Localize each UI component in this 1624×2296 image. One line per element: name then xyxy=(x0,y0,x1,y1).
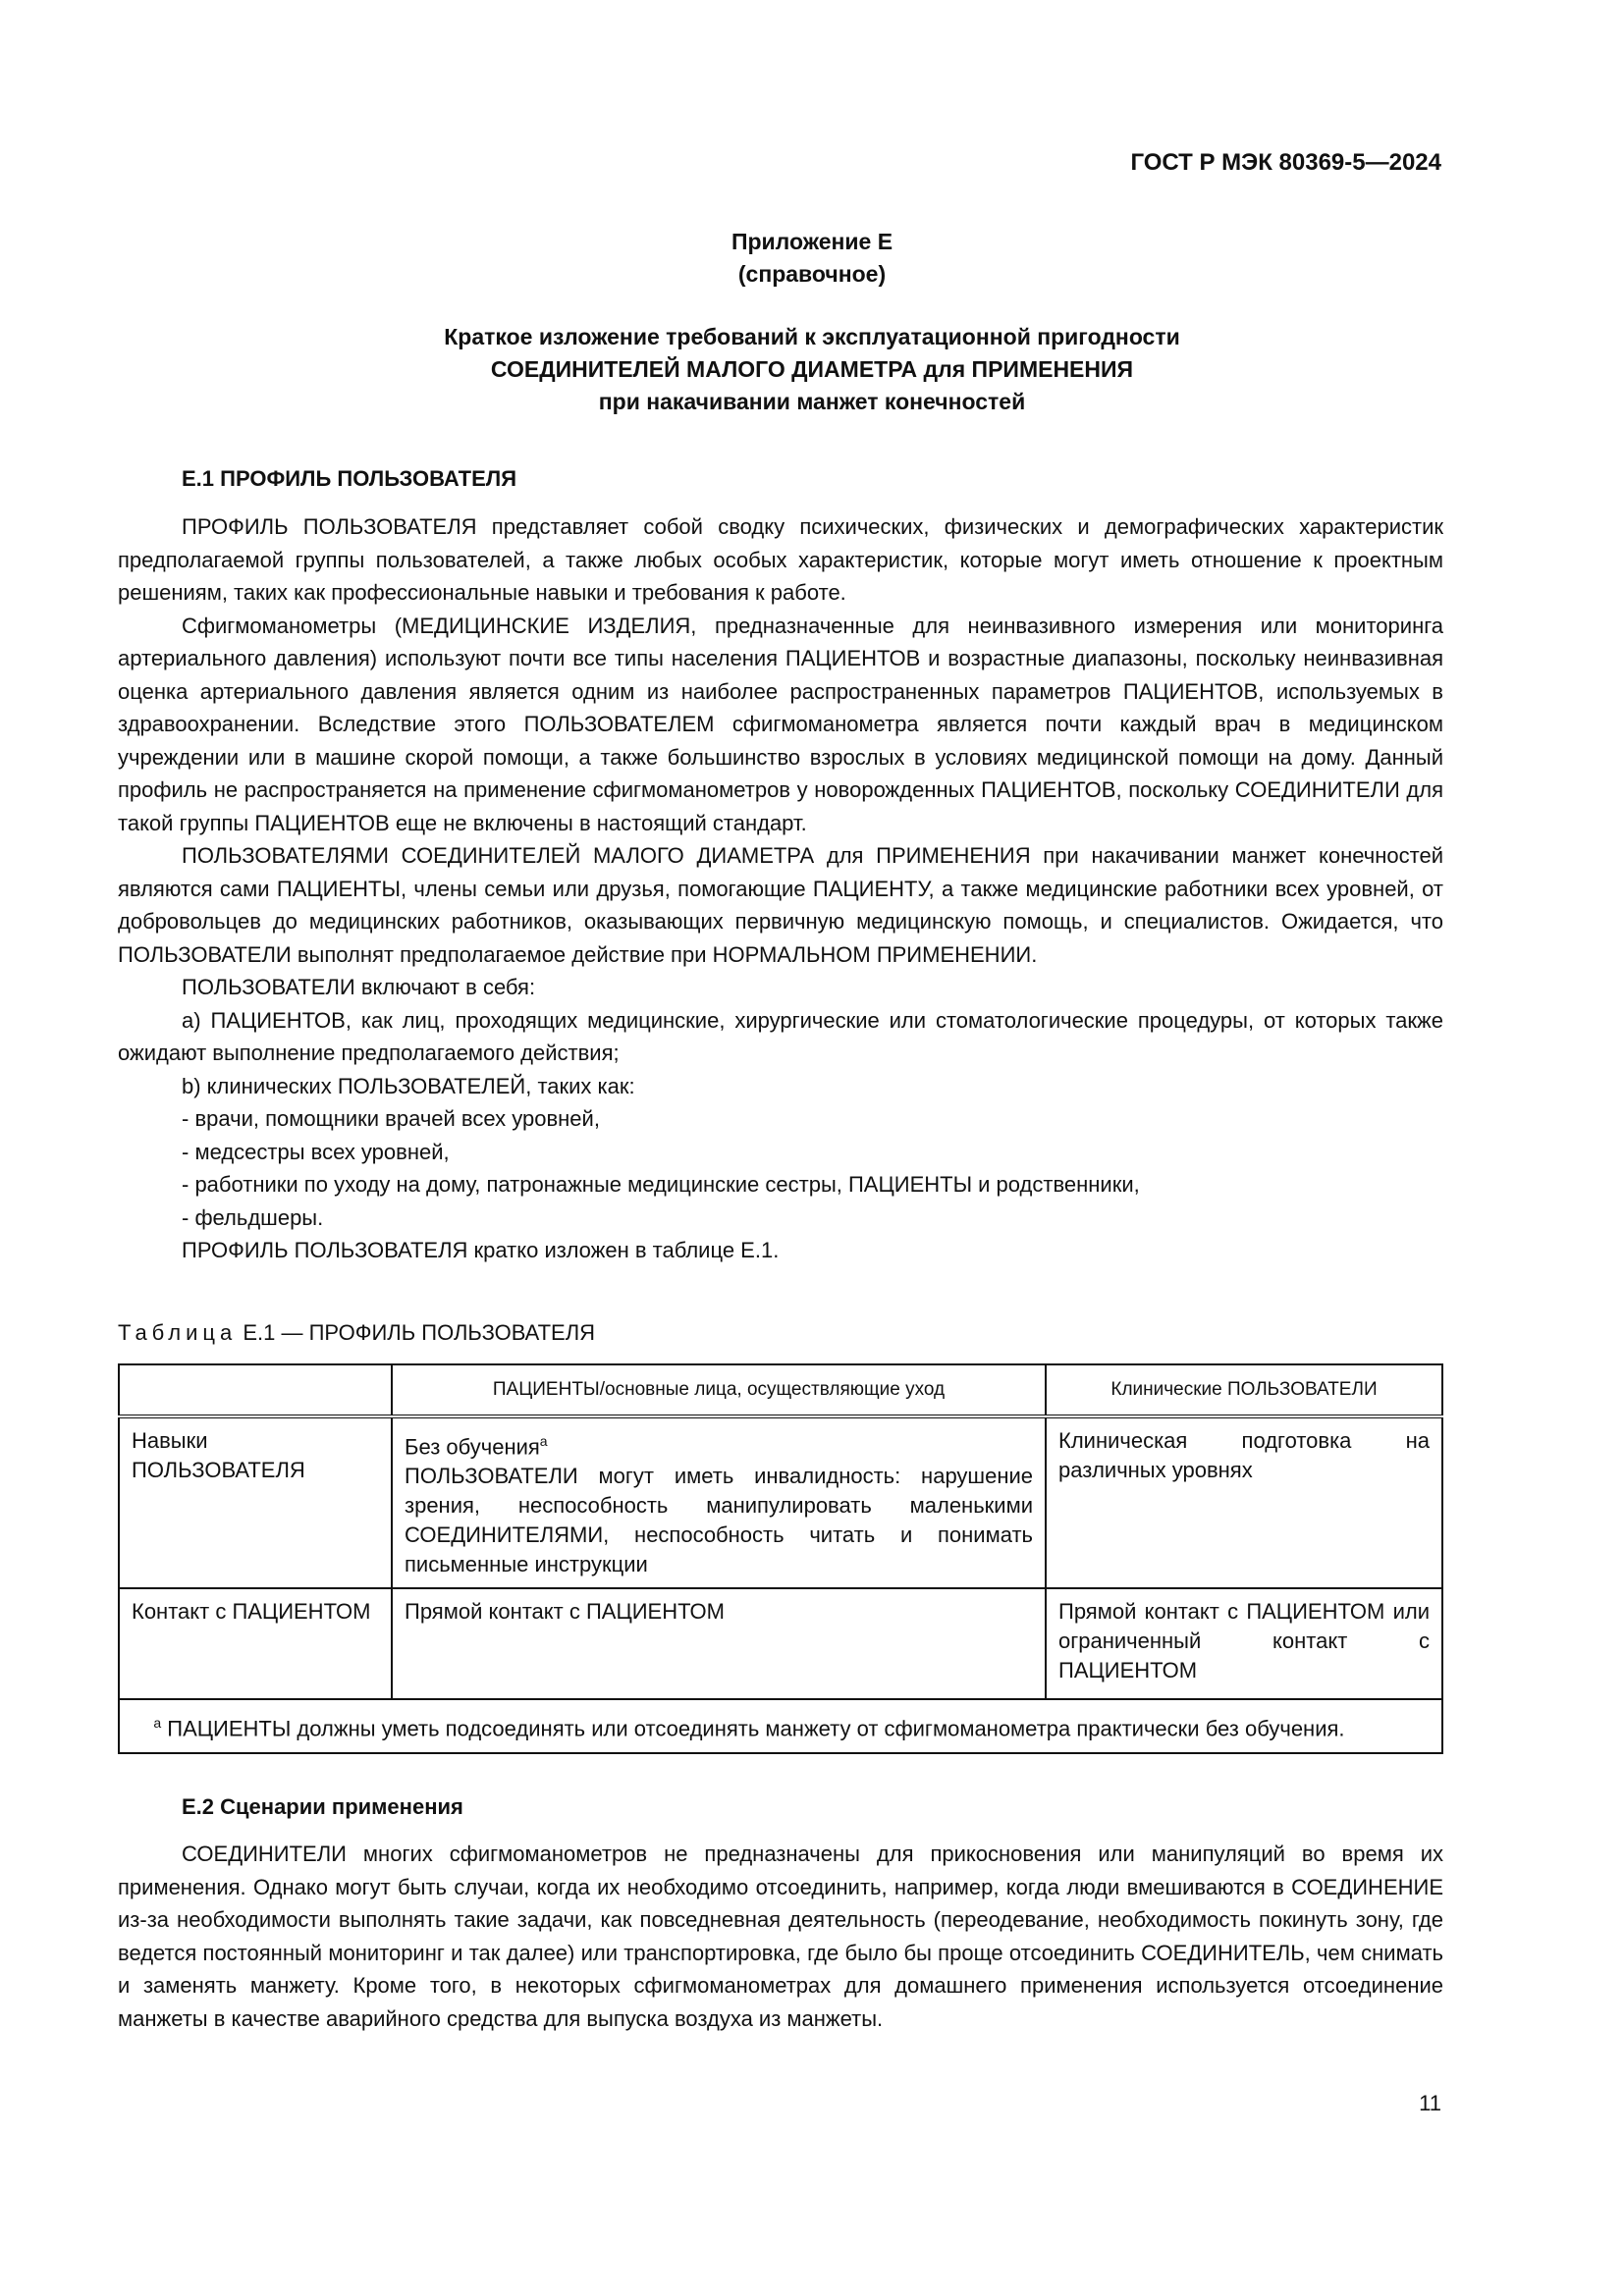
patients-cell: Прямой контакт с ПАЦИЕНТОМ xyxy=(392,1588,1046,1699)
list-item: a) ПАЦИЕНТОВ, как лиц, проходящих медицинские, хирургические или стоматологические процедуры, от которых также ожидают выполнение предполагаемого действия; xyxy=(118,1007,1443,1065)
list-item: - фельдшеры. xyxy=(182,1204,324,1230)
annex-type: (справочное) xyxy=(737,261,887,287)
list-item: - врачи, помощники врачей всех уровней, xyxy=(182,1106,600,1131)
list-item: - медсестры всех уровней, xyxy=(182,1139,450,1164)
user-profile-table xyxy=(118,1363,1443,1754)
row-label: Контакт с ПАЦИЕНТОМ xyxy=(119,1588,392,1699)
cell-text: Без обучения xyxy=(405,1434,540,1460)
caption-prefix: Таблица xyxy=(118,1320,238,1345)
document-id: ГОСТ Р МЭК 80369-5—2024 xyxy=(1130,149,1441,176)
list-item: b) клинических ПОЛЬЗОВАТЕЛЕЙ, таких как: xyxy=(182,1073,635,1098)
list-item: - работники по уходу на дому, патронажные медицинские сестры, ПАЦИЕНТЫ и родственники, xyxy=(182,1172,1140,1197)
patients-cell xyxy=(392,1416,1046,1588)
cell-text: ПОЛЬЗОВАТЕЛИ могут иметь инвалидность: нарушение зрения, неспособность манипулировать маленькими СОЕДИНИТЕЛЯМИ, неспособность читать и понимать письменные инструкции xyxy=(405,1464,1033,1577)
table-row xyxy=(119,1416,1442,1588)
footnote-text: ПАЦИЕНТЫ должны уметь подсоединять или отсоединять манжету от сфигмоманометра практически без обучения. xyxy=(167,1716,1345,1741)
section-heading: Е.1 ПРОФИЛЬ ПОЛЬЗОВАТЕЛЯ xyxy=(182,466,517,491)
annex-title-line: СОЕДИНИТЕЛЕЙ МАЛОГО ДИАМЕТРА для ПРИМЕНЕНИЯ xyxy=(490,356,1134,382)
section-heading: Е.2 Сценарии применения xyxy=(182,1794,463,1819)
table-caption xyxy=(118,1320,595,1346)
table-header-row xyxy=(119,1364,1442,1416)
paragraph: СОЕДИНИТЕЛИ многих сфигмоманометров не предназначены для прикосновения или манипуляций во время их применения. Однако могут быть случаи, когда их необходимо отсоединить, например, когда люди вмешиваются в СОЕДИНЕНИЕ из-за необходимости выполнять такие задачи, как повседневная деятельность (переодевание, необходимость покинуть зону, где ведется постоянный мониторинг и так далее) или транспортировка, где было бы проще отсоединить СОЕДИНИТЕЛЬ, чем снимать и заменять манжету. Кроме того, в некоторых сфигмоманометрах для домашнего применения используется отсоединение манжеты в качестве аварийного средства для выпуска воздуха из манжеты. xyxy=(118,1842,1443,2031)
table-row xyxy=(119,1588,1442,1699)
row-label: Навыки ПОЛЬЗОВАТЕЛЯ xyxy=(119,1416,392,1588)
section1-body xyxy=(118,510,1443,1267)
paragraph: ПОЛЬЗОВАТЕЛЯМИ СОЕДИНИТЕЛЕЙ МАЛОГО ДИАМЕТРА для ПРИМЕНЕНИЯ при накачивании манжет конечностей являются сами ПАЦИЕНТЫ, члены семьи или друзья, помогающие ПАЦИЕНТУ, а также медицинские работники всех уровней, от добровольцев до медицинских работников, оказывающих первичную медицинскую помощь, и специалистов. Ожидается, что ПОЛЬЗОВАТЕЛИ выполнят предполагаемое действие при НОРМАЛЬНОМ ПРИМЕНЕНИИ. xyxy=(118,843,1443,967)
paragraph: ПОЛЬЗОВАТЕЛИ включают в себя: xyxy=(182,975,536,999)
annex-title-line: Краткое изложение требований к эксплуатационной пригодности xyxy=(444,324,1180,349)
header-cell: Клинические ПОЛЬЗОВАТЕЛИ xyxy=(1046,1364,1442,1416)
paragraph: ПРОФИЛЬ ПОЛЬЗОВАТЕЛЯ кратко изложен в таблице Е.1. xyxy=(182,1238,780,1262)
annex-label: Приложение Е xyxy=(731,229,893,254)
footnote-mark: a xyxy=(153,1715,162,1732)
paragraph: ПРОФИЛЬ ПОЛЬЗОВАТЕЛЯ представляет собой сводку психических, физических и демографических характеристик предполагаемой группы пользователей, а также любых особых характеристик, которые могут иметь отношение к проектным решениям, таких как профессиональные навыки и требования к работе. xyxy=(118,514,1443,605)
header-cell: ПАЦИЕНТЫ/основные лица, осуществляющие уход xyxy=(392,1364,1046,1416)
paragraph: Сфигмоманометры (МЕДИЦИНСКИЕ ИЗДЕЛИЯ, предназначенные для неинвазивного измерения или мониторинга артериального давления) используют почти все типы населения ПАЦИЕНТОВ и возрастные диапазоны, поскольку неинвазивная оценка артериального давления является одним из наиболее распространенных параметров ПАЦИЕНТОВ, используемых в здравоохранении. Вследствие этого ПОЛЬЗОВАТЕЛЕМ сфигмоманометра является почти каждый врач в медицинском учреждении или в машине скорой помощи, а также большинство взрослых в условиях медицинской помощи на дому. Данный профиль не распространяется на применение сфигмоманометров у новорожденных ПАЦИЕНТОВ, поскольку СОЕДИНИТЕЛИ для такой группы ПАЦИЕНТОВ еще не включены в настоящий стандарт. xyxy=(118,613,1443,835)
table-footnote xyxy=(119,1699,1442,1752)
clinical-cell: Клиническая подготовка на различных уровнях xyxy=(1046,1416,1442,1588)
annex-title-line: при накачивании манжет конечностей xyxy=(598,389,1026,414)
clinical-cell: Прямой контакт с ПАЦИЕНТОМ или ограниченный контакт с ПАЦИЕНТОМ xyxy=(1046,1588,1442,1699)
page-number: 11 xyxy=(1419,2091,1441,2115)
caption-text: Е.1 — ПРОФИЛЬ ПОЛЬЗОВАТЕЛЯ xyxy=(237,1320,596,1345)
section2-body xyxy=(118,1838,1443,2035)
table-footnote-row xyxy=(119,1699,1442,1752)
footnote-ref: a xyxy=(539,1433,548,1449)
header-cell xyxy=(119,1364,392,1416)
